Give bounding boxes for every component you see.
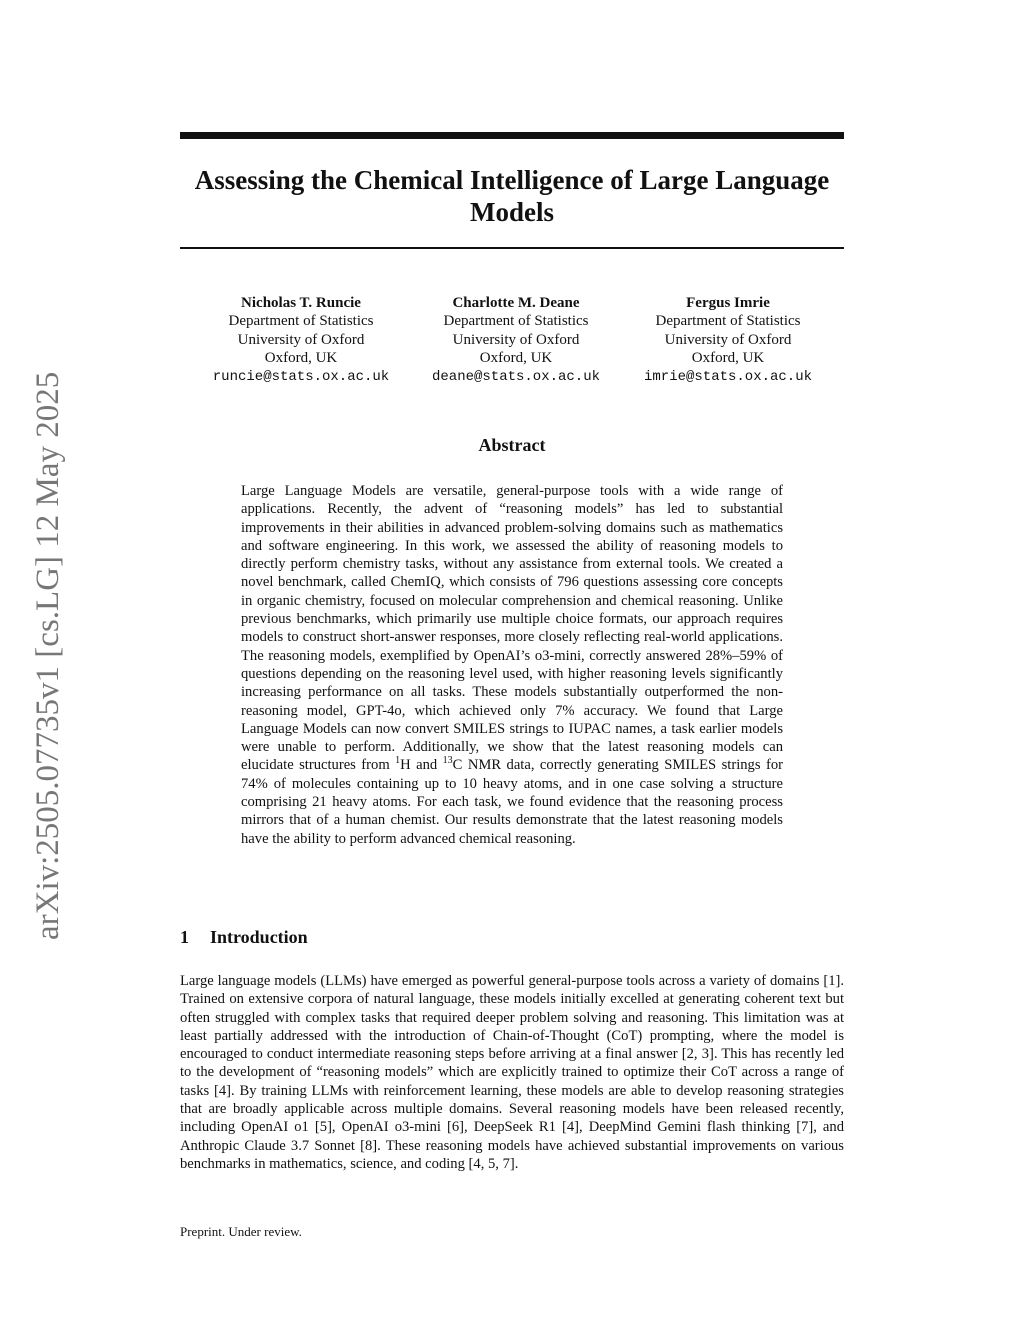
title-top-rule bbox=[180, 132, 844, 139]
title-bottom-rule bbox=[180, 247, 844, 249]
author-name: Nicholas T. Runcie bbox=[241, 295, 361, 311]
author-email[interactable]: imrie@stats.ox.ac.uk bbox=[643, 368, 813, 385]
author-location: Oxford, UK bbox=[479, 350, 553, 367]
author-email[interactable]: runcie@stats.ox.ac.uk bbox=[212, 368, 390, 385]
abstract-text bbox=[241, 482, 783, 848]
author-runcie bbox=[191, 294, 411, 386]
author-name: Charlotte M. Deane bbox=[452, 295, 580, 311]
superscript-1: 1 bbox=[395, 755, 401, 767]
arxiv-identifier-stamp[interactable]: arXiv:2505.07735v1 [cs.LG] 12 May 2025 bbox=[30, 371, 66, 940]
introduction-heading bbox=[180, 926, 844, 948]
author-deane bbox=[406, 294, 626, 386]
superscript-13: 13 bbox=[442, 755, 453, 767]
author-department: Department of Statistics bbox=[228, 313, 374, 330]
author-email[interactable]: deane@stats.ox.ac.uk bbox=[431, 368, 601, 385]
section-number: 1 bbox=[180, 927, 189, 947]
preprint-footer: Preprint. Under review. bbox=[180, 1224, 302, 1239]
paper-title: Assessing the Chemical Intelligence of Large Language Models bbox=[194, 165, 830, 227]
author-institution: University of Oxford bbox=[664, 331, 792, 348]
abstract-text-part: H and bbox=[400, 757, 443, 774]
author-institution: University of Oxford bbox=[452, 331, 580, 348]
author-department: Department of Statistics bbox=[655, 313, 801, 330]
author-department: Department of Statistics bbox=[443, 313, 589, 330]
author-location: Oxford, UK bbox=[691, 350, 765, 367]
author-location: Oxford, UK bbox=[264, 350, 338, 367]
introduction-text: Large language models (LLMs) have emerged as powerful general-purpose tools across a variety of domains [1]. Trained on extensive corpora of natural language, these models initially excelled at generating coherent text but often struggled with complex tasks that required deeper problem solving and reasoning. This limitation was at least partially addressed with the introduction of Chain-of-Thought (CoT) prompting, where the model is encouraged to conduct intermediate reasoning steps before arriving at a final answer [2, 3]. This has recently led to the development of “reasoning models” which are explicitly trained to optimize their CoT across a range of tasks [4]. By training LLMs with reinforcement learning, these models are able to develop reasoning strategies that are broadly applicable across multiple domains. Several reasoning models have been released recently, including OpenAI o1 [5], OpenAI o3-mini [6], DeepSeek R1 [4], DeepMind Gemini flash thinking [7], and Anthropic Claude 3.7 Sonnet [8]. These reasoning models have achieved substantial improvements on various benchmarks in mathematics, science, and coding [4, 5, 7]. bbox=[180, 973, 844, 1172]
abstract-text-part: Large Language Models are versatile, general-purpose tools with a wide range of applications. Recently, the advent of “reasoning models” has led to substantial improvements in their abilities in advanced problem-solving domains such as mathematics and software engineering. In this work, we assessed the ability of reasoning models to directly perform chemistry tasks, without any assistance from external tools. We created a novel benchmark, called ChemIQ, which consists of 796 questions assessing core concepts in organic chemistry, focused on molecular comprehension and chemical reasoning. Unlike previous benchmarks, which primarily use multiple choice formats, our approach requires models to construct short-answer responses, more closely reflecting real-world applications. The reasoning models, exemplified by OpenAI’s o3-mini, correctly answered 28%–59% of questions depending on the reasoning level used, with higher reasoning levels significantly increasing performance on all tasks. These models substantially outperformed the non-reasoning model, GPT-4o, which achieved only 7% accuracy. We found that Large Language Models can now convert SMILES strings to IUPAC names, a task earlier models were unable to perform. Additionally, we show that the latest reasoning models can elucidate structures from bbox=[241, 483, 783, 774]
author-institution: University of Oxford bbox=[237, 331, 365, 348]
author-name: Fergus Imrie bbox=[686, 295, 770, 311]
section-title: Introduction bbox=[210, 927, 308, 947]
abstract-text-part: C NMR data, correctly generating SMILES strings for 74% of molecules containing up to 10 heavy atoms, and in one case solving a structure comprising 21 heavy atoms. For each task, we found evidence that the reasoning process mirrors that of a human chemist. Our results demonstrate that the latest reasoning models have the ability to perform advanced chemical reasoning. bbox=[241, 757, 783, 847]
author-imrie bbox=[618, 294, 838, 386]
abstract-heading: Abstract bbox=[478, 435, 546, 455]
